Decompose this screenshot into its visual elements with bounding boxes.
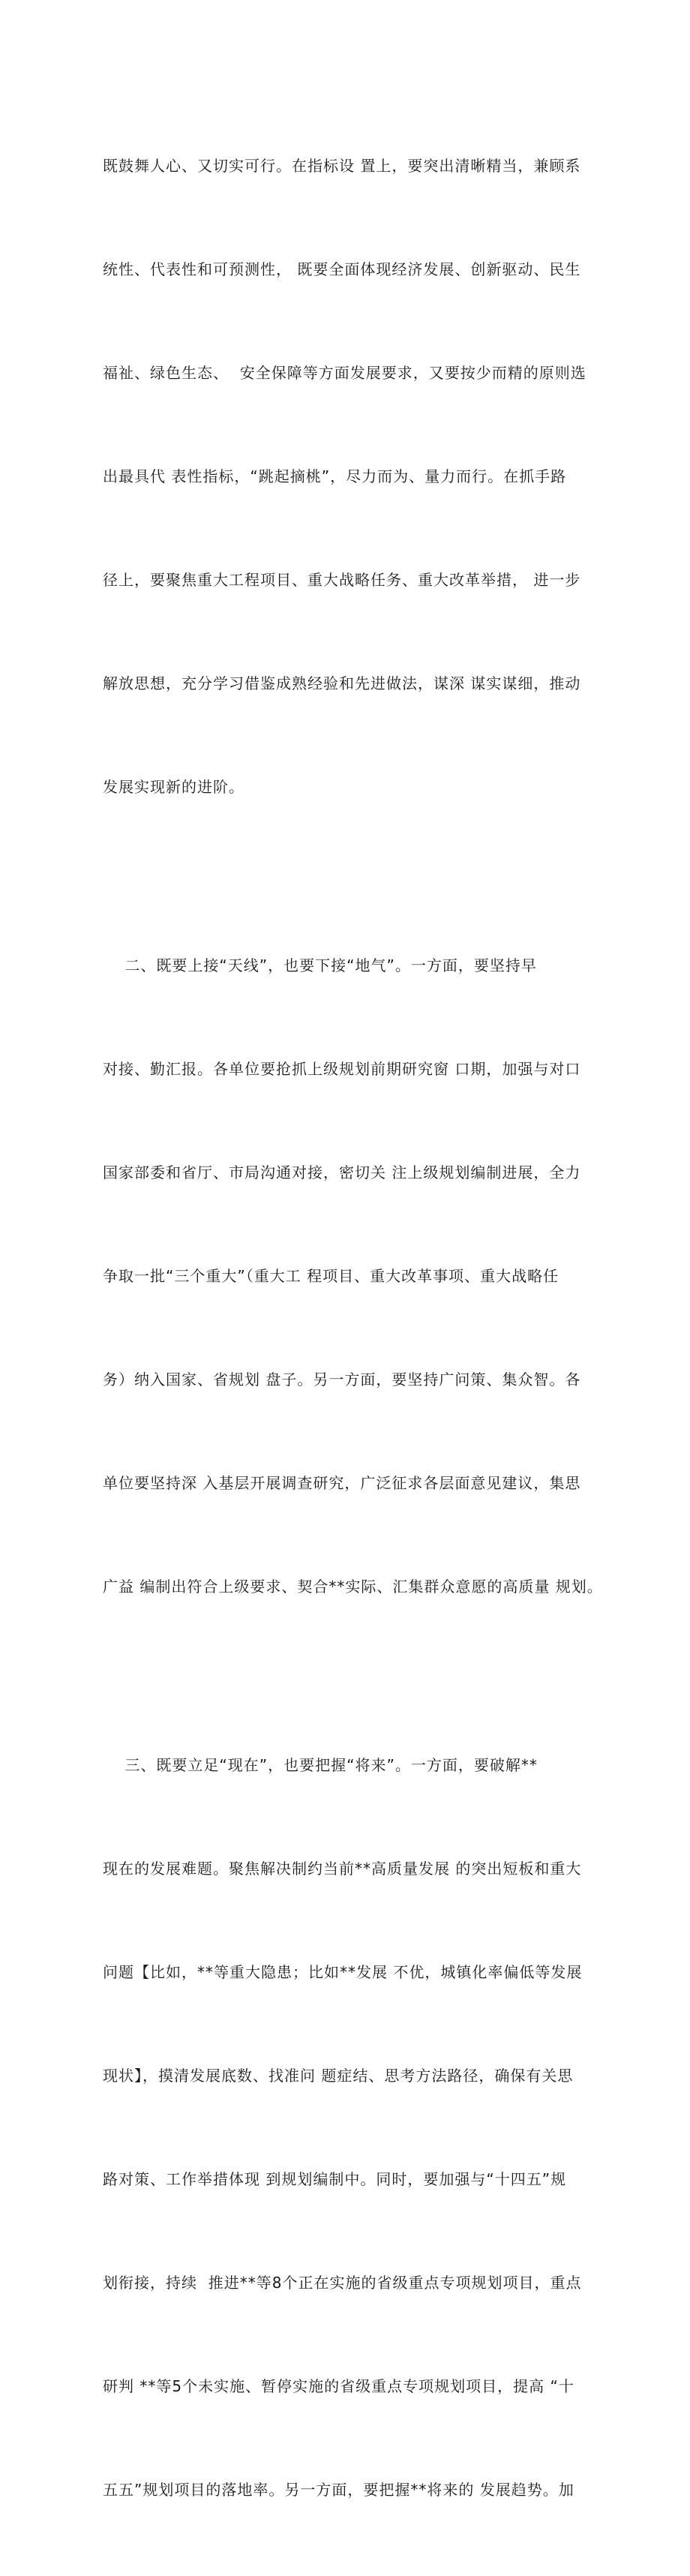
document-body	[103, 80, 603, 2576]
text-line: 五五”规划项目的落地率。另一方面，要把握**将来的 发展趋势。加	[103, 2481, 574, 2499]
text-line: 务）纳入国家、省规划 盘子。另一方面，要坚持广问策、集众智。各	[103, 1371, 581, 1389]
text-line: 路对策、工作举措体现 到规划编制中。同时，要加强与“十四五”规	[103, 2170, 567, 2188]
text-line: 广益 编制出符合上级要求、契合**实际、汇集群众意愿的高质量 规划。	[103, 1578, 603, 1596]
text-line: 现在的发展难题。聚焦解决制约当前**高质量发展 的突出短板和重大	[103, 1860, 582, 1878]
text-line: 划衔接，持续 推进**等8个正在实施的省级重点专项规划项目，重点	[103, 2274, 582, 2292]
text-line: 三、既要立足“现在”，也要把握“将来”。一方面，要破解**	[103, 1756, 538, 1774]
text-line: 福祉、绿色生态、 安全保障等方面发展要求，又要按少而精的原则选	[103, 364, 586, 382]
text-line: 二、既要上接“天线”，也要下接“地气”。一方面，要坚持早	[103, 956, 537, 974]
text-line: 国家部委和省厅、市局沟通对接，密切关 注上级规划编制进展，全力	[103, 1163, 581, 1181]
text-line: 现状】，摸清发展底数、找准问 题症结、思考方法路径，确保有关思	[103, 2067, 574, 2085]
text-line: 研判 **等5个未实施、暂停实施的省级重点专项规划项目，提高 “十	[103, 2377, 574, 2395]
text-line: 对接、勤汇报。各单位要抢抓上级规划前期研究窗 口期，加强与对口	[103, 1060, 581, 1078]
text-line: 出最具代 表性指标，“跳起摘桃”，尽力而为、量力而行。在抓手路	[103, 467, 567, 485]
text-line: 单位要坚持深 入基层开展调查研究，广泛征求各层面意见建议，集思	[103, 1474, 581, 1492]
text-line: 统性、代表性和可预测性， 既要全面体现经济发展、创新驱动、民生	[103, 260, 581, 278]
text-line: 争取一批“三个重大”（重大工 程项目、重大改革事项、重大战略任	[103, 1267, 560, 1285]
text-line: 问题【比如，**等重大隐患；比如**发展 不优，城镇化率偏低等发展	[103, 1963, 583, 1981]
paragraph-3	[103, 1679, 598, 2576]
text-line: 既鼓舞人心、又切实可行。在指标设 置上，要突出清晰精当，兼顾系	[103, 157, 581, 175]
paragraph-2	[103, 879, 603, 1673]
text-line: 径上，要聚焦重大工程项目、重大战略任务、重大改革举措， 进一步	[103, 571, 581, 589]
paragraph-1	[103, 80, 598, 873]
text-line: 解放思想，充分学习借鉴成熟经验和先进做法，谋深 谋实谋细，推动	[103, 674, 581, 692]
text-line: 发展实现新的进阶。	[103, 778, 244, 796]
